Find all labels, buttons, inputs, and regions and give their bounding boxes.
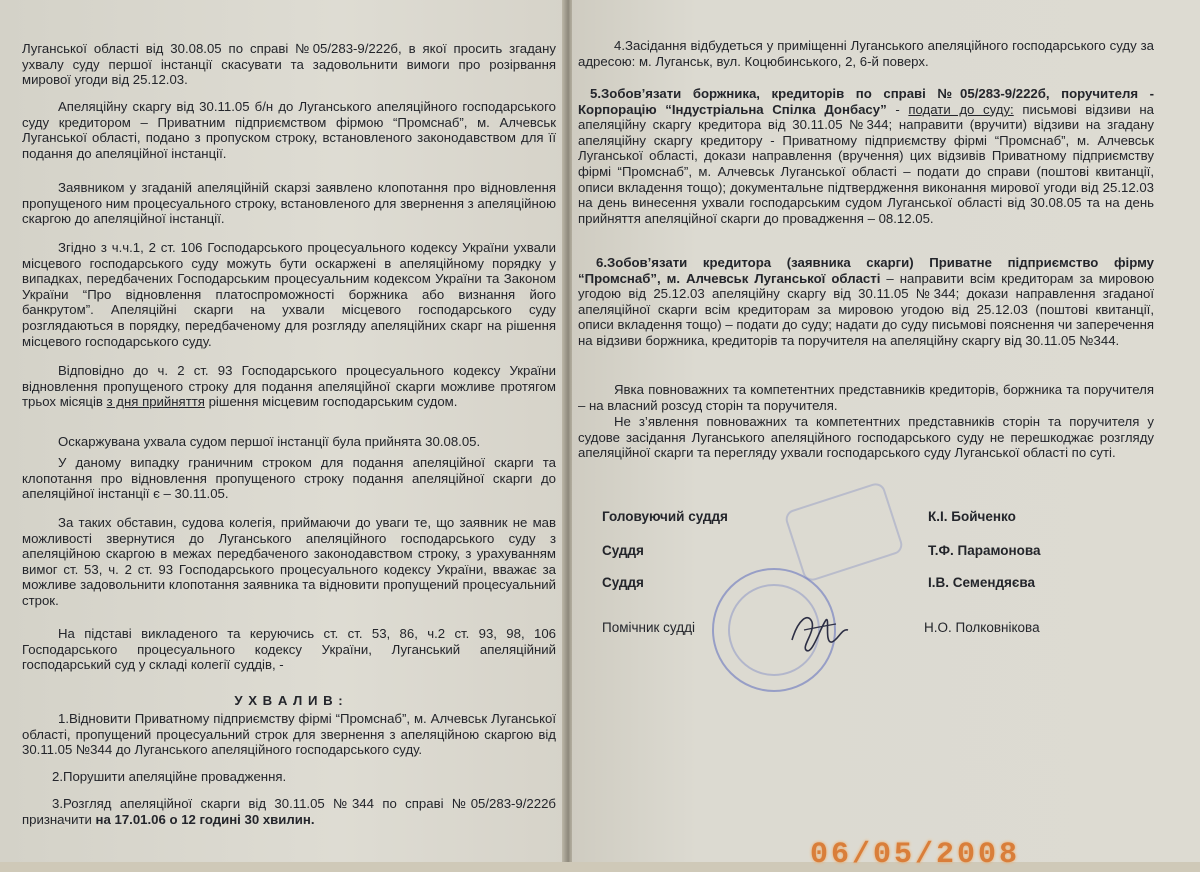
paragraph-3: Заявником у згаданій апеляційній скарзі заявлено клопотання про відновлення пропущеного ним процесуального строку, встановленого для звернення з апеляційною скаргою до апеляційної інстанції. bbox=[22, 180, 556, 227]
signature-name-4: Н.О. Полковнікова bbox=[924, 620, 1040, 635]
received-stamp bbox=[783, 481, 905, 584]
signature-name-2: Т.Ф. Парамонова bbox=[928, 543, 1041, 558]
non-appearance-paragraph: Не з’явлення повноважних та компетентних представників сторін та поручителя у судове засідання Луганського апеляційного господарського суду не перешкоджає розгляду апеляційної скарги та перегляду ухвали господарського суду Луганської області по суті. bbox=[578, 414, 1154, 461]
paragraph-5 bbox=[22, 363, 556, 410]
resolution-heading: У Х В А Л И В : bbox=[234, 693, 344, 708]
signature-role-1: Головуючий суддя bbox=[602, 509, 728, 524]
handwritten-signature bbox=[784, 600, 854, 660]
paragraph-7: У даному випадку граничним строком для подання апеляційної скарги та клопотання про відновлення пропущеного строку подання апеляційної скарги до апеляційної інстанції є – 30.11.05. bbox=[22, 455, 556, 502]
paragraph-6: Оскаржувана ухвала судом першої інстанції була прийнята 30.08.05. bbox=[58, 434, 481, 449]
signature-role-2: Суддя bbox=[602, 543, 644, 558]
paragraph-2: Апеляційну скаргу від 30.11.05 б/н до Луганського апеляційного господарського суду кредитором – Приватним підприємством фірмою “Промснаб”, м. Алчевськ Луганської області, подано з пропуском строку, встановленого законодавством для її подання до апеляційної інстанції. bbox=[22, 99, 556, 161]
paragraph-4: Згідно з ч.ч.1, 2 ст. 106 Господарського процесуального кодексу України ухвали місцевого господарського суду можуть бути оскаржені в апеляційному порядку у випадках, передбачених Господарським процесуальним кодексом України та Законом України “Про відновлення платоспроможності боржника або визнання його банкрутом”. Апеляційні скарги на ухвали місцевого господарського суду розглядаються в порядку, передбаченому для розгляду апеляційних скарг на рішення місцевого господарського суду. bbox=[22, 240, 556, 349]
signature-role-3: Суддя bbox=[602, 575, 644, 590]
resolution-item-2: 2.Порушити апеляційне провадження. bbox=[52, 769, 287, 784]
resolution-item-3-a: 3.Розгляд апеляційної скарги від 30.11.05 №344 по справі №05/283-9/222б призначити bbox=[22, 796, 556, 827]
signature-name-3: І.В. Семендяєва bbox=[928, 575, 1036, 590]
paragraph-5-underlined: з дня прийняття bbox=[106, 394, 205, 410]
signature-role-4: Помічник судді bbox=[602, 620, 695, 635]
resolution-item-5-dash: - bbox=[886, 101, 909, 117]
left-page bbox=[0, 0, 566, 862]
resolution-item-6-bold: 6.Зобов’язати кредитора (заявника скарги) Приватне підприємство фірму “Промснаб”, м. Алчевськ Луганської області bbox=[578, 255, 1154, 286]
signature-name-1: К.І. Бойченко bbox=[928, 509, 1016, 524]
hearing-date: на 17.01.06 о 12 годині 30 хвилин. bbox=[95, 811, 315, 827]
resolution-item-6-rest: – направити всім кредиторам за мировою угодою від 25.12.03 апеляційну скаргу від 30.11.05 №344; докази направлення згаданої апеляційної скарги всім кредиторам за мировою угодою від 25.12.03 (поштові квитанції, описи вкладення тощо) – подати до суду; надати до суду письмові пояснення чи заперечення на відзиви боржника, кредиторів та поручителя на апеляційну скаргу від 30.11.05 №344. bbox=[578, 270, 1154, 348]
camera-date-stamp: 06/05/2008 bbox=[810, 838, 1021, 872]
resolution-item-5-rest: письмові відзиви на апеляційну скаргу кредитора від 30.11.05 №344; направити (вручити) відзиви на згадану апеляційну скаргу кредитору - Приватному підприємству фірмі “Промснаб”, м. Алчевськ Луганської області, докази направлення (вручення) цих відзивів Приватному підприємству фірмі “Промснаб”, м. Алчевськ Луганської області – подати до справи (поштові квитанції, описи вкладення тощо); документальне підтвердження виконання мирової угоди від 25.12.03 на день винесення ухвали господарським судом Луганської області від 30.08.05 та на день прийняття апеляційної скарги до провадження – 08.12.05. bbox=[578, 101, 1154, 226]
resolution-item-5-bold: 5.Зобов’язати боржника, кредиторів по справі №05/283-9/222б, поручителя - Корпорацію “Індустріальна Спілка Донбасу” bbox=[578, 86, 1154, 117]
resolution-item-5-underlined: подати до суду: bbox=[908, 101, 1014, 117]
resolution-item-5 bbox=[578, 86, 1154, 226]
resolution-item-1: 1.Відновити Приватному підприємству фірмі “Промснаб”, м. Алчевськ Луганської області, пропущений процесуальний строк для звернення з апеляційною скаргою від 30.11.05 №344 до Луганського апеляційного господарського суду. bbox=[22, 711, 556, 758]
paragraph-5-a: Відповідно до ч. 2 ст. 93 Господарського процесуального кодексу України відновлення пропущеного строку для подання апеляційної скарги можливе протягом трьох місяців bbox=[22, 363, 556, 410]
paragraph-9: На підставі викладеного та керуючись ст. ст. 53, 86, ч.2 ст. 93, 98, 106 Господарського процесуального кодексу України, Луганський апеляційний господарський суд у складі колегії суддів, - bbox=[22, 626, 556, 673]
resolution-item-3 bbox=[22, 796, 556, 827]
resolution-item-6 bbox=[578, 255, 1154, 349]
right-page bbox=[572, 0, 1200, 862]
paragraph-8: За таких обставин, судова колегія, приймаючи до уваги те, що заявник не мав можливості звернутися до Луганського апеляційного господарського суду з апеляційною скаргою в межах передбаченого законодавством строку, з урахуванням вимог ст. 53, ч. 2 ст. 93 Господарського процесуального кодексу України, вважає за можливе задовольнити клопотання заявника та відновити пропущений процесуальний строк. bbox=[22, 515, 556, 608]
resolution-item-4: 4.Засідання відбудеться у приміщенні Луганського апеляційного господарського суду за адресою: м. Луганськ, вул. Коцюбинського, 2, 6-й поверх. bbox=[578, 38, 1154, 69]
paragraph-1: Луганської області від 30.08.05 по справі №05/283-9/222б, в якої просить згадану ухвалу суду першої інстанції скасувати та задовольнити вимоги про розірвання мирової угоди від 25.12.03. bbox=[22, 41, 556, 88]
attendance-paragraph: Явка повноважних та компетентних представників кредиторів, боржника та поручителя – на власний розсуд сторін та поручителя. bbox=[578, 382, 1154, 413]
paragraph-5-b: рішення місцевим господарським судом. bbox=[204, 394, 458, 410]
